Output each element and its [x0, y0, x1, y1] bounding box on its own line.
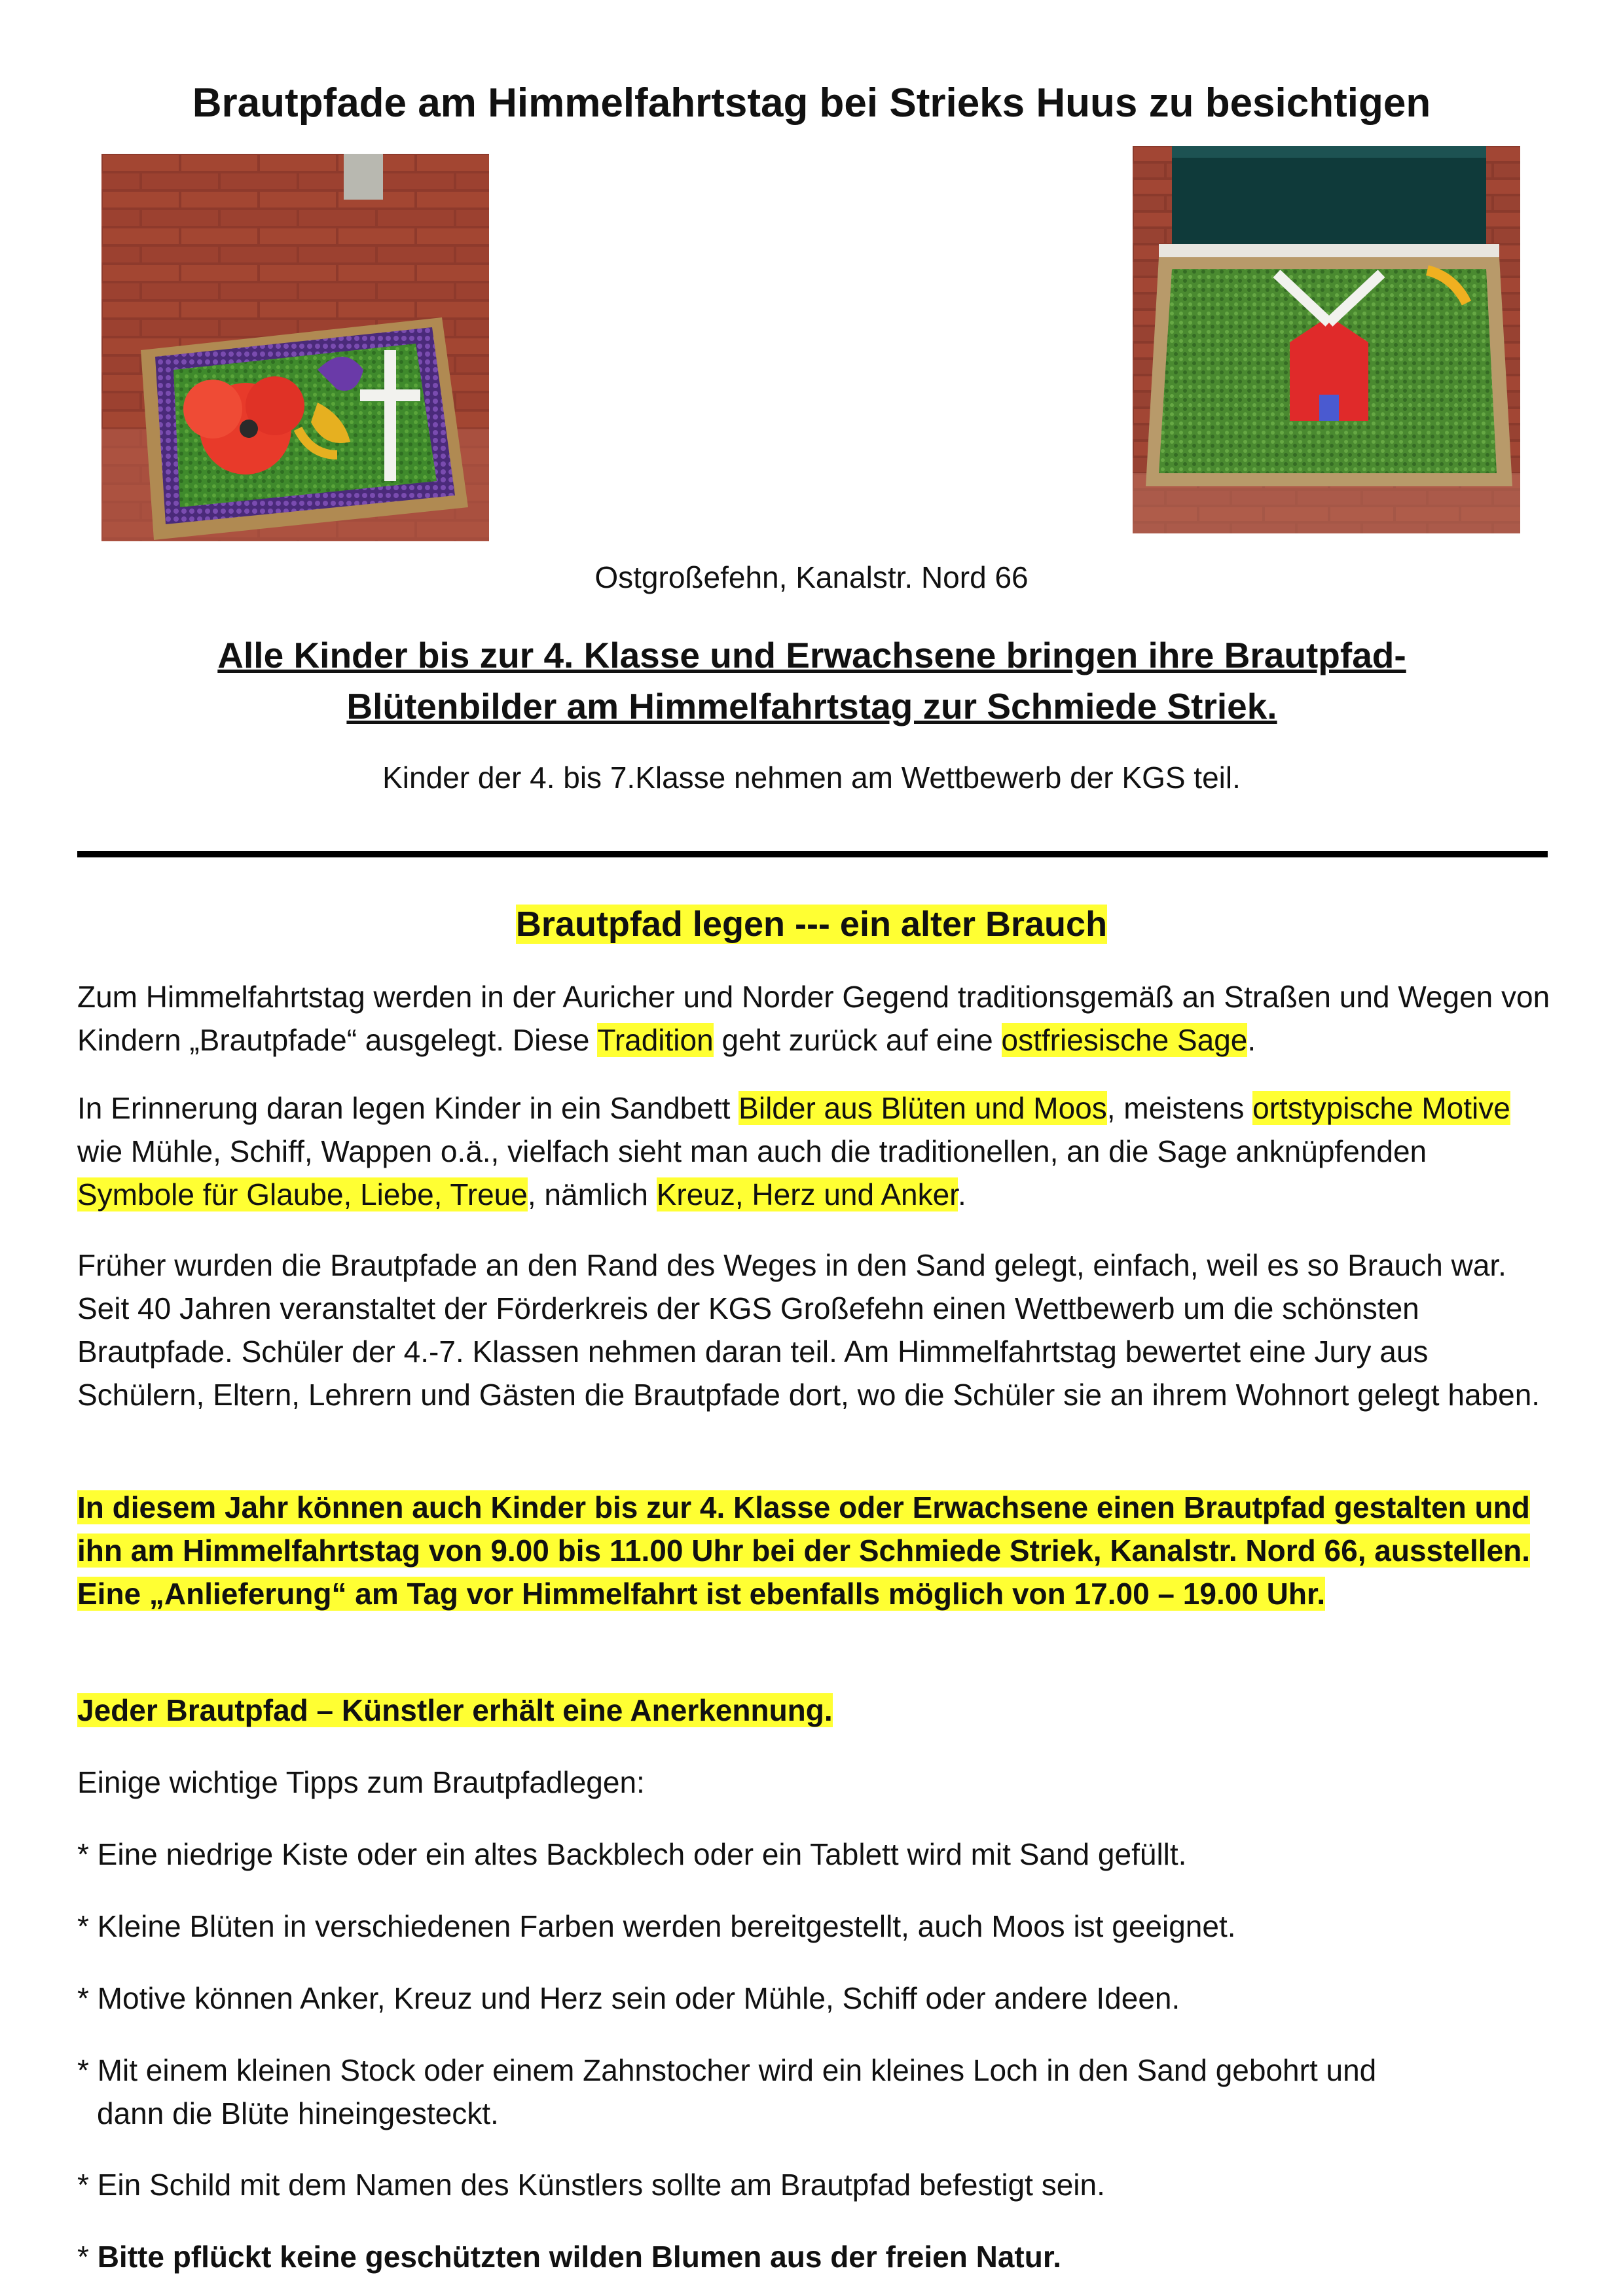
tip-item-6-text: Bitte pflückt keine geschützten wilden Blumen aus der freien Natur.: [97, 2240, 1061, 2274]
tip-item-3: * Motive können Anker, Kreuz und Herz sein oder Mühle, Schiff oder andere Ideen.: [77, 1981, 1180, 2015]
p1-text-1: Zum Himmelfahrtstag werden in der Auricher und Norder Gegend traditionsgemäß an Straßen und Wegen von Kindern „Brautpfade“ ausgelegt. Diese: [77, 980, 1550, 1057]
address-line: Ostgroßefehn, Kanalstr. Nord 66: [594, 560, 1029, 594]
p2-text-3: wie Mühle, Schiff, Wappen o.ä., vielfach sieht man auch die traditionellen, an die Sage anknüpfenden: [77, 1134, 1427, 1168]
flower-picture-windmill-icon: [1133, 146, 1520, 533]
p2-highlight-1: Bilder aus Blüten und Moos: [739, 1091, 1107, 1125]
competition-note: Kinder der 4. bis 7.Klasse nehmen am Wettbewerb der KGS teil.: [382, 761, 1241, 795]
paragraph-tradition: [77, 975, 1550, 1062]
tip-item-4-line-1: * Mit einem kleinen Stock oder einem Zahnstocher wird ein kleines Loch in den Sand gebohrt und: [77, 2053, 1377, 2087]
section-divider: [77, 851, 1548, 857]
paragraph-recognition: [77, 1689, 1550, 1732]
tip-item-2: * Kleine Blüten in verschiedenen Farben werden bereitgestellt, auch Moos ist geeignet.: [77, 1909, 1236, 1943]
section-heading-text: Brautpfad legen --- ein alter Brauch: [515, 905, 1108, 944]
announcement-heading: [131, 630, 1493, 732]
page-title: Brautpfade am Himmelfahrtstag bei Strieks Huus zu besichtigen: [192, 81, 1431, 126]
tip-item-4: [77, 2049, 1550, 2135]
p5-highlight: Jeder Brautpfad – Künstler erhält eine Anerkennung.: [77, 1693, 833, 1727]
announcement-line-1: Alle Kinder bis zur 4. Klasse und Erwachsene bringen ihre Brautpfad-: [217, 635, 1406, 675]
p1-highlight-1: Tradition: [597, 1023, 714, 1057]
p1-text-2: geht zurück auf eine: [713, 1023, 1002, 1057]
tip-item-5: * Ein Schild mit dem Namen des Künstlers sollte am Brautpfad befestigt sein.: [77, 2168, 1105, 2202]
p1-text-3: .: [1247, 1023, 1256, 1057]
section-heading: [0, 900, 1623, 948]
announcement-line-2: Blütenbilder am Himmelfahrtstag zur Schmiede Striek.: [346, 686, 1277, 726]
flower-picture-right-image: [1133, 146, 1520, 533]
p2-highlight-2: ortstypische Motive: [1252, 1091, 1510, 1125]
p2-text-2: , meistens: [1106, 1091, 1253, 1125]
p2-highlight-4: Kreuz, Herz und Anker: [656, 1177, 958, 1211]
tips-intro: Einige wichtige Tipps zum Brautpfadlegen:: [77, 1765, 645, 1799]
paragraph-motives: [77, 1086, 1550, 1216]
tip-item-6-bullet: *: [77, 2240, 98, 2274]
flower-picture-left-image: [101, 154, 489, 541]
tip-item-4-line-2: dann die Blüte hineingesteckt.: [97, 2096, 499, 2130]
flower-picture-poppy-butterfly-cross-icon: [101, 154, 489, 541]
p1-highlight-2: ostfriesische Sage: [1001, 1023, 1248, 1057]
p2-highlight-3: Symbole für Glaube, Liebe, Treue: [77, 1177, 528, 1211]
tip-item-1: * Eine niedrige Kiste oder ein altes Backblech oder ein Tablett wird mit Sand gefüllt.: [77, 1837, 1187, 1871]
paragraph-this-year: [77, 1486, 1550, 1615]
paragraph-history: Früher wurden die Brautpfade an den Rand des Weges in den Sand gelegt, einfach, weil es so Brauch war. Seit 40 Jahren veranstaltet der Förderkreis der KGS Großefehn einen Wettbewerb um die schönsten Brautpfade. Schüler der 4.-7. Klassen nehmen daran teil. Am Himmelfahrtstag bewertet eine Jury aus Schülern, Eltern, Lehrern und Gästen die Brautpfade dort, wo die Schüler sie an ihrem Wohnort gelegt haben.: [77, 1248, 1541, 1412]
p2-text-5: .: [957, 1177, 966, 1211]
tip-item-6: [77, 2235, 1550, 2278]
p4-highlight: In diesem Jahr können auch Kinder bis zur 4. Klasse oder Erwachsene einen Brautpfad gestalten und ihn am Himmelfahrtstag von 9.00 bis 11.00 Uhr bei der Schmiede Striek, Kanalstr. Nord 66, ausstellen. Eine „Anlieferung“ am Tag vor Himmelfahrt ist ebenfalls möglich von 17.00 – 19.00 Uhr.: [77, 1490, 1531, 1611]
p2-text-4: , nämlich: [527, 1177, 657, 1211]
p2-text-1: In Erinnerung daran legen Kinder in ein Sandbett: [77, 1091, 739, 1125]
